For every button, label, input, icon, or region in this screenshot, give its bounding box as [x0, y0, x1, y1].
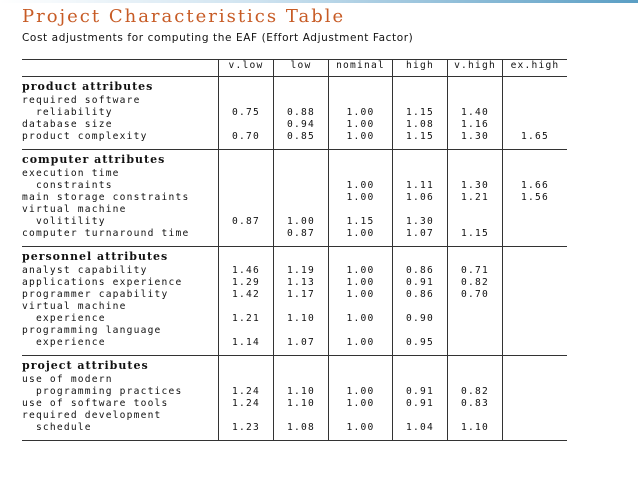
value-cell: 0.70: [219, 131, 274, 150]
value-cell: 1.04: [393, 422, 448, 441]
empty-cell: [274, 247, 329, 266]
value-cell: [393, 325, 448, 337]
table-row: [22, 168, 567, 180]
column-header-ex-high: ex.high: [503, 60, 568, 77]
value-cell: [503, 337, 568, 356]
table-row: [22, 277, 567, 289]
table-row: [22, 204, 567, 216]
value-cell: [503, 228, 568, 247]
empty-cell: [274, 356, 329, 375]
table-row: [22, 228, 567, 247]
value-cell: [219, 168, 274, 180]
value-cell: [503, 204, 568, 216]
top-accent-line: [0, 0, 638, 3]
value-cell: [274, 204, 329, 216]
row-label: required development: [22, 410, 162, 421]
value-cell: 1.66: [503, 180, 568, 192]
value-cell: [274, 301, 329, 313]
row-label: applications experience: [22, 277, 183, 288]
value-cell: [503, 289, 568, 301]
column-header-low: low: [274, 60, 329, 77]
value-cell: 1.21: [219, 313, 274, 325]
value-cell: 1.07: [274, 337, 329, 356]
row-label: virtual machine: [22, 301, 127, 312]
empty-cell: [219, 356, 274, 375]
value-cell: 1.10: [274, 386, 329, 398]
empty-cell: [219, 77, 274, 96]
value-cell: [448, 374, 503, 386]
table-row: [22, 386, 567, 398]
table-row: [22, 131, 567, 150]
value-cell: [503, 313, 568, 325]
row-label: constraints: [22, 180, 113, 191]
empty-cell: [393, 77, 448, 96]
value-cell: [448, 325, 503, 337]
table-row: [22, 180, 567, 192]
value-cell: [219, 180, 274, 192]
value-cell: [503, 216, 568, 228]
value-cell: 0.75: [219, 107, 274, 119]
value-cell: [448, 168, 503, 180]
value-cell: 1.17: [274, 289, 329, 301]
value-cell: 1.00: [329, 386, 393, 398]
value-cell: 1.00: [329, 192, 393, 204]
row-label: use of modern: [22, 374, 113, 385]
empty-cell: [274, 150, 329, 169]
value-cell: [448, 301, 503, 313]
value-cell: 1.46: [219, 265, 274, 277]
value-cell: 1.30: [448, 131, 503, 150]
value-cell: [274, 410, 329, 422]
table-row: [22, 337, 567, 356]
row-label: database size: [22, 119, 113, 130]
empty-cell: [448, 150, 503, 169]
row-label: use of software tools: [22, 398, 169, 409]
row-label: required software: [22, 95, 141, 106]
value-cell: 1.23: [219, 422, 274, 441]
value-cell: [329, 204, 393, 216]
value-cell: 0.83: [448, 398, 503, 410]
value-cell: 0.94: [274, 119, 329, 131]
value-cell: [448, 410, 503, 422]
value-cell: [274, 168, 329, 180]
header-row: [22, 60, 567, 77]
table-row: [22, 301, 567, 313]
value-cell: 1.00: [329, 228, 393, 247]
value-cell: 1.00: [329, 119, 393, 131]
value-cell: 1.00: [329, 180, 393, 192]
value-cell: 1.10: [274, 398, 329, 410]
empty-cell: [393, 356, 448, 375]
value-cell: 1.00: [329, 289, 393, 301]
characteristics-table: [22, 59, 567, 441]
row-label: computer turnaround time: [22, 228, 219, 247]
empty-cell: [329, 150, 393, 169]
table-body: [22, 77, 567, 441]
value-cell: 1.06: [393, 192, 448, 204]
value-cell: [503, 95, 568, 107]
value-cell: 0.87: [274, 228, 329, 247]
page-subtitle: Cost adjustments for computing the EAF (Effort Adjustment Factor): [22, 32, 414, 44]
value-cell: [503, 265, 568, 277]
empty-cell: [503, 77, 568, 96]
value-cell: [393, 95, 448, 107]
value-cell: [503, 374, 568, 386]
row-label: experience: [22, 337, 219, 356]
value-cell: 1.24: [219, 386, 274, 398]
value-cell: 0.90: [393, 313, 448, 325]
row-label: volitility: [22, 216, 106, 227]
empty-cell: [503, 247, 568, 266]
value-cell: [219, 228, 274, 247]
value-cell: [448, 313, 503, 325]
empty-cell: [219, 150, 274, 169]
row-label: schedule: [22, 422, 219, 441]
value-cell: [219, 119, 274, 131]
group-header-row: [22, 77, 567, 96]
value-cell: [503, 168, 568, 180]
row-label: programming language: [22, 325, 162, 336]
column-header-nominal: nominal: [329, 60, 393, 77]
empty-cell: [219, 247, 274, 266]
empty-cell: [393, 247, 448, 266]
row-label: virtual machine: [22, 204, 127, 215]
value-cell: 1.14: [219, 337, 274, 356]
header-blank-cell: [22, 60, 219, 77]
empty-cell: [448, 77, 503, 96]
column-header-high: high: [393, 60, 448, 77]
group-title: computer attributes: [22, 150, 219, 169]
value-cell: [393, 301, 448, 313]
table-row: [22, 398, 567, 410]
row-label: product complexity: [22, 131, 219, 150]
page-title: Project Characteristics Table: [22, 6, 346, 27]
row-label: analyst capability: [22, 265, 148, 276]
value-cell: 1.21: [448, 192, 503, 204]
value-cell: 1.00: [329, 277, 393, 289]
row-label: main storage constraints: [22, 192, 190, 203]
empty-cell: [329, 77, 393, 96]
value-cell: [274, 180, 329, 192]
value-cell: [329, 168, 393, 180]
value-cell: 0.82: [448, 386, 503, 398]
value-cell: 1.16: [448, 119, 503, 131]
value-cell: [503, 325, 568, 337]
value-cell: 1.30: [448, 180, 503, 192]
empty-cell: [448, 356, 503, 375]
value-cell: [274, 95, 329, 107]
column-header-v-high: v.high: [448, 60, 503, 77]
value-cell: 1.24: [219, 398, 274, 410]
value-cell: 1.15: [393, 131, 448, 150]
value-cell: 1.29: [219, 277, 274, 289]
empty-cell: [448, 247, 503, 266]
value-cell: [448, 95, 503, 107]
table-row: [22, 107, 567, 119]
value-cell: 1.10: [274, 313, 329, 325]
value-cell: [393, 410, 448, 422]
row-label: execution time: [22, 168, 120, 179]
value-cell: 1.19: [274, 265, 329, 277]
table-row: [22, 192, 567, 204]
group-header-row: [22, 150, 567, 169]
value-cell: [448, 337, 503, 356]
value-cell: 1.42: [219, 289, 274, 301]
table-row: [22, 289, 567, 301]
value-cell: 1.30: [393, 216, 448, 228]
value-cell: [393, 204, 448, 216]
value-cell: [329, 410, 393, 422]
row-label: programming practices: [22, 386, 183, 397]
table-row: [22, 325, 567, 337]
value-cell: [219, 301, 274, 313]
value-cell: [219, 374, 274, 386]
row-label: reliability: [22, 107, 113, 118]
value-cell: [219, 95, 274, 107]
empty-cell: [329, 247, 393, 266]
value-cell: 1.00: [329, 265, 393, 277]
row-label: programmer capability: [22, 289, 169, 300]
empty-cell: [393, 150, 448, 169]
value-cell: [393, 374, 448, 386]
value-cell: 1.13: [274, 277, 329, 289]
value-cell: 0.95: [393, 337, 448, 356]
row-label: experience: [22, 313, 106, 324]
value-cell: [503, 422, 568, 441]
group-header-row: [22, 356, 567, 375]
value-cell: 1.56: [503, 192, 568, 204]
value-cell: [219, 325, 274, 337]
value-cell: [503, 119, 568, 131]
empty-cell: [329, 356, 393, 375]
value-cell: 1.40: [448, 107, 503, 119]
value-cell: 1.00: [329, 398, 393, 410]
value-cell: 1.07: [393, 228, 448, 247]
group-title: project attributes: [22, 356, 219, 375]
value-cell: 0.71: [448, 265, 503, 277]
value-cell: [274, 192, 329, 204]
value-cell: 1.00: [329, 422, 393, 441]
table-row: [22, 410, 567, 422]
value-cell: [274, 374, 329, 386]
group-title: personnel attributes: [22, 247, 219, 266]
value-cell: [219, 192, 274, 204]
table-row: [22, 265, 567, 277]
value-cell: [503, 410, 568, 422]
value-cell: [274, 325, 329, 337]
value-cell: [503, 277, 568, 289]
value-cell: [503, 398, 568, 410]
value-cell: 0.86: [393, 265, 448, 277]
value-cell: 0.82: [448, 277, 503, 289]
value-cell: 0.85: [274, 131, 329, 150]
empty-cell: [274, 77, 329, 96]
value-cell: 1.11: [393, 180, 448, 192]
value-cell: 1.65: [503, 131, 568, 150]
value-cell: 1.15: [448, 228, 503, 247]
group-title: product attributes: [22, 80, 154, 93]
value-cell: [219, 410, 274, 422]
value-cell: [503, 386, 568, 398]
value-cell: 1.15: [393, 107, 448, 119]
value-cell: [329, 374, 393, 386]
value-cell: 0.91: [393, 386, 448, 398]
column-header-v-low: v.low: [219, 60, 274, 77]
value-cell: [329, 95, 393, 107]
value-cell: 1.00: [274, 216, 329, 228]
value-cell: 1.00: [329, 313, 393, 325]
value-cell: 1.00: [329, 131, 393, 150]
value-cell: [393, 168, 448, 180]
value-cell: [329, 301, 393, 313]
empty-cell: [503, 150, 568, 169]
value-cell: 0.86: [393, 289, 448, 301]
value-cell: 0.91: [393, 277, 448, 289]
value-cell: [448, 204, 503, 216]
value-cell: 1.08: [274, 422, 329, 441]
value-cell: [329, 325, 393, 337]
group-header-row: [22, 247, 567, 266]
table-row: [22, 95, 567, 107]
value-cell: [503, 301, 568, 313]
value-cell: 0.87: [219, 216, 274, 228]
value-cell: 1.10: [448, 422, 503, 441]
value-cell: 0.88: [274, 107, 329, 119]
table-row: [22, 216, 567, 228]
value-cell: 1.00: [329, 107, 393, 119]
table-row: [22, 422, 567, 441]
value-cell: [448, 216, 503, 228]
value-cell: [503, 107, 568, 119]
table-row: [22, 119, 567, 131]
value-cell: 1.15: [329, 216, 393, 228]
value-cell: 1.00: [329, 337, 393, 356]
value-cell: 1.08: [393, 119, 448, 131]
value-cell: 0.70: [448, 289, 503, 301]
table-row: [22, 374, 567, 386]
empty-cell: [503, 356, 568, 375]
value-cell: 0.91: [393, 398, 448, 410]
value-cell: [219, 204, 274, 216]
table-row: [22, 313, 567, 325]
